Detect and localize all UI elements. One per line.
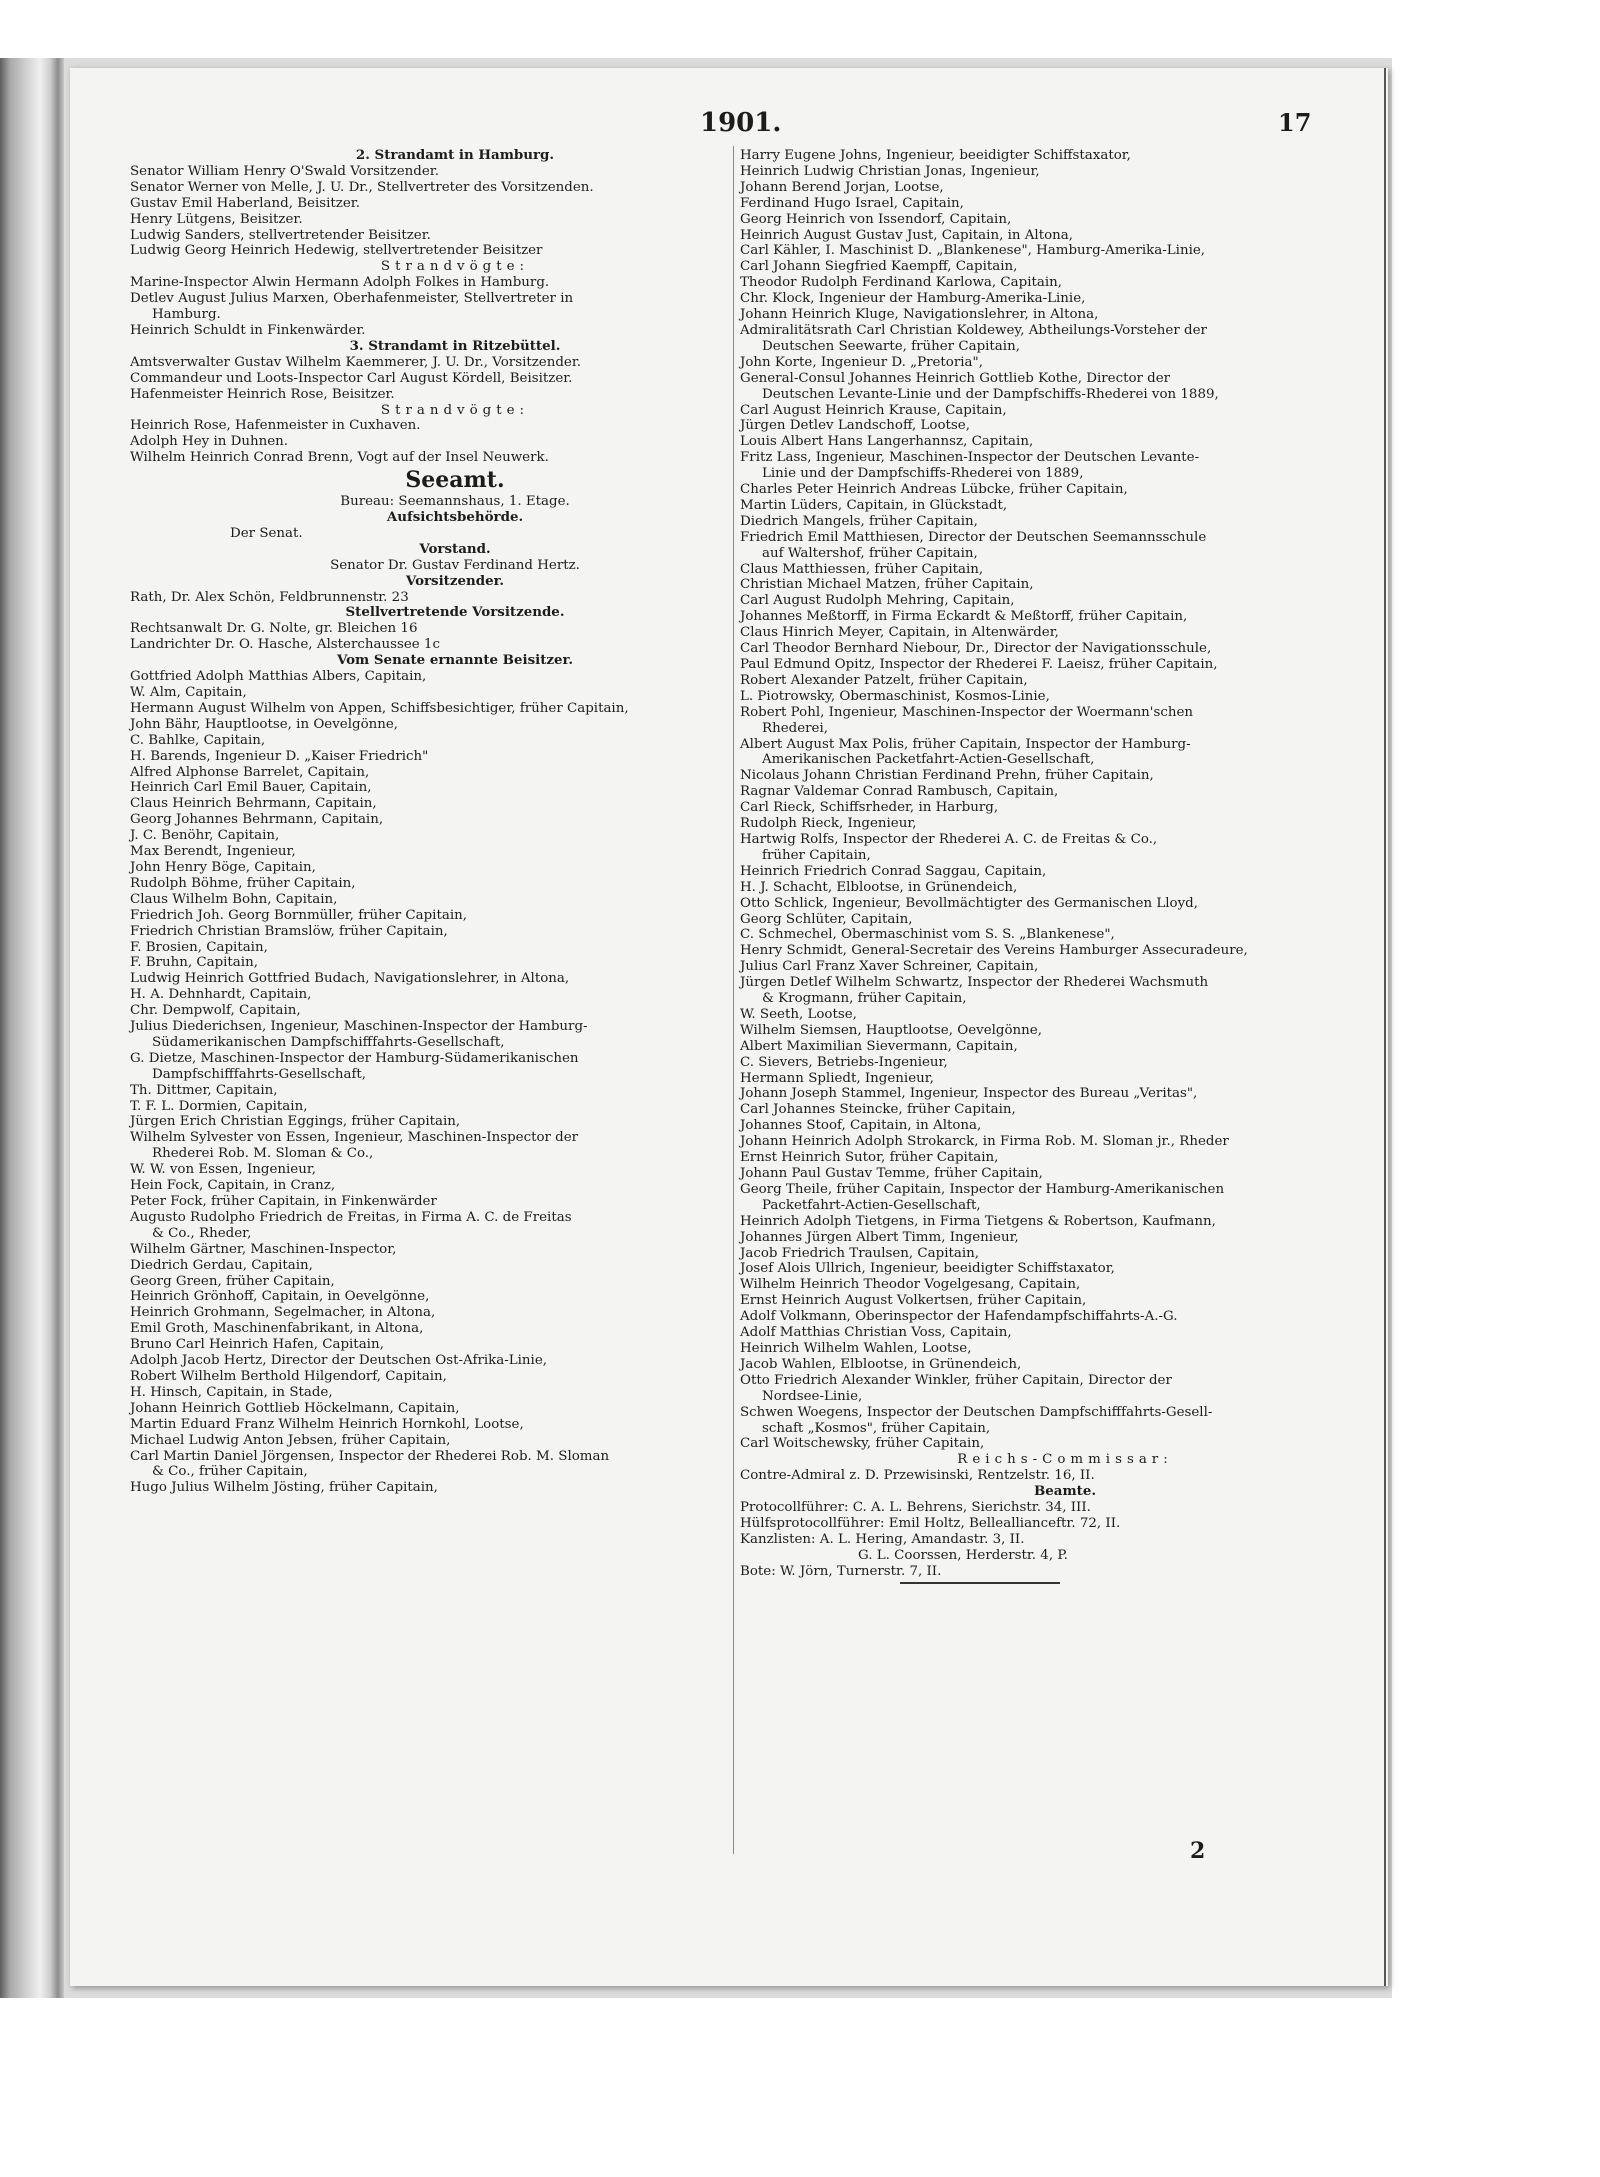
list-item: Friedrich Christian Bramslöw, früher Capitain, <box>130 923 448 939</box>
list-item: C. Bahlke, Capitain, <box>130 732 266 748</box>
list-item: Gottfried Adolph Matthias Albers, Capitain, <box>130 669 427 685</box>
list-item: Claus Wilhelm Bohn, Capitain, <box>130 891 338 907</box>
list-item: schaft „Kosmos", früher Capitain, <box>762 1420 991 1436</box>
list-item: Hartwig Rolfs, Inspector der Rhederei A. C. de Freitas & Co., <box>740 831 1158 847</box>
list-item: Diedrich Mangels, früher Capitain, <box>740 513 978 529</box>
list-item: Hermann August Wilhelm von Appen, Schiffsbesichtiger, früher Capitain, <box>130 700 629 716</box>
text-line: Rath, Dr. Alex Schön, Feldbrunnenstr. 23 <box>130 589 409 605</box>
list-item: Amerikanischen Packetfahrt-Actien-Gesellschaft, <box>762 752 1095 768</box>
list-item: Julius Diederichsen, Ingenieur, Maschinen-Inspector der Hamburg- <box>130 1019 588 1035</box>
list-item: Ferdinand Hugo Israel, Capitain, <box>740 195 964 211</box>
list-item: Dampfschifffahrts-Gesellschaft, <box>152 1066 367 1082</box>
text-line: Detlev August Julius Marxen, Oberhafenmeister, Stellvertreter in <box>130 291 574 307</box>
list-item: Diedrich Gerdau, Capitain, <box>130 1257 313 1273</box>
text-line: Bote: W. Jörn, Turnerstr. 7, II. <box>740 1563 942 1579</box>
list-item: Hugo Julius Wilhelm Jösting, früher Capitain, <box>130 1480 438 1496</box>
list-item: John Bähr, Hauptlootse, in Oevelgönne, <box>130 716 399 732</box>
list-item: Michael Ludwig Anton Jebsen, früher Capitain, <box>130 1432 451 1448</box>
list-item: Harry Eugene Johns, Ingenieur, beeidigter Schiffstaxator, <box>740 148 1131 163</box>
list-item: Rudolph Rieck, Ingenieur, <box>740 816 917 832</box>
list-item: John Korte, Ingenieur D. „Pretoria", <box>740 354 983 370</box>
text-line: Henry Lütgens, Beisitzer. <box>130 211 303 227</box>
list-item: Nicolaus Johann Christian Ferdinand Prehn, früher Capitain, <box>740 768 1154 784</box>
list-item: W. Seeth, Lootse, <box>740 1006 857 1022</box>
list-item: Augusto Rudolpho Friedrich de Freitas, in Firma A. C. de Freitas <box>130 1209 572 1225</box>
list-item: Carl Woitschewsky, früher Capitain, <box>740 1436 985 1452</box>
text-line: Heinrich Rose, Hafenmeister in Cuxhaven. <box>130 418 421 434</box>
list-item: & Co., früher Capitain, <box>152 1464 308 1480</box>
list-item: Julius Carl Franz Xaver Schreiner, Capitain, <box>740 959 1039 975</box>
text-line: Protocollführer: C. A. L. Behrens, Sierichstr. 34, III. <box>740 1500 1091 1516</box>
beamte-heading: Beamte. <box>1033 1483 1097 1500</box>
list-item: Wilhelm Siemsen, Hauptlootse, Oevelgönne, <box>740 1022 1042 1038</box>
list-item: Johann Berend Jorjan, Lootse, <box>740 179 944 195</box>
list-item: Johannes Stoof, Capitain, in Altona, <box>740 1118 982 1134</box>
list-item: Louis Albert Hans Langerhannsz, Capitain, <box>740 434 1034 450</box>
text-line: Kanzlisten: A. L. Hering, Amandastr. 3, II. <box>740 1531 1025 1547</box>
list-item: Jürgen Detlev Landschoff, Lootse, <box>740 418 970 434</box>
text-line: Landrichter Dr. O. Hasche, Alsterchaussee 1c <box>130 637 440 653</box>
list-item: Heinrich Carl Emil Bauer, Capitain, <box>130 780 372 796</box>
list-item: Carl Rieck, Schiffsrheder, in Harburg, <box>740 800 999 816</box>
list-item: Georg Heinrich von Issendorf, Capitain, <box>740 211 1012 227</box>
text-line: Commandeur und Loots-Inspector Carl August Kördell, Beisitzer. <box>130 370 573 386</box>
list-item: Robert Alexander Patzelt, früher Capitain, <box>740 672 1028 688</box>
list-item: W. W. von Essen, Ingenieur, <box>130 1162 317 1178</box>
list-item: Packetfahrt-Actien-Gesellschaft, <box>762 1197 981 1213</box>
list-item: auf Waltershof, früher Capitain, <box>762 545 978 561</box>
text-line: Senator Werner von Melle, J. U. Dr., Stellvertreter des Vorsitzenden. <box>130 179 594 195</box>
list-item: Josef Alois Ullrich, Ingenieur, beeidigter Schiffstaxator, <box>740 1261 1115 1277</box>
list-item: Rhederei Rob. M. Sloman & Co., <box>152 1146 374 1162</box>
stellvertretende-heading: Stellvertretende Vorsitzende. <box>345 604 565 621</box>
list-item: Johann Heinrich Kluge, Navigationslehrer, in Altona, <box>740 307 1099 323</box>
list-item: Ludwig Heinrich Gottfried Budach, Navigationslehrer, in Altona, <box>130 971 570 987</box>
list-item: Georg Theile, früher Capitain, Inspector der Hamburg-Amerikanischen <box>740 1181 1225 1197</box>
list-item: Christian Michael Matzen, früher Capitain, <box>740 577 1034 593</box>
list-item: Claus Hinrich Meyer, Capitain, in Altenwärder, <box>740 625 1059 641</box>
list-item: F. Bruhn, Capitain, <box>130 955 258 971</box>
list-item: & Krogmann, früher Capitain, <box>762 991 967 1007</box>
list-item: Adolf Matthias Christian Voss, Capitain, <box>740 1325 1012 1341</box>
beisitzer-list <box>130 669 780 1496</box>
list-item: Carl Johannes Steincke, früher Capitain, <box>740 1102 1016 1118</box>
list-item: Martin Lüders, Capitain, in Glückstadt, <box>740 497 1008 513</box>
list-item: C. Schmechel, Obermaschinist vom S. S. „Blankenese", <box>740 927 1115 943</box>
list-item: Ragnar Valdemar Conrad Rambusch, Capitain, <box>740 784 1059 800</box>
list-item: H. J. Schacht, Elblootse, in Grünendeich, <box>740 879 1018 895</box>
right-column <box>740 148 1390 1584</box>
list-item: Robert Pohl, Ingenieur, Maschinen-Inspector der Woermann'schen <box>740 704 1194 720</box>
list-item: Johannes Jürgen Albert Timm, Ingenieur, <box>740 1229 1019 1245</box>
list-item: Otto Friedrich Alexander Winkler, früher Capitain, Director der <box>740 1372 1172 1388</box>
list-item: Georg Johannes Behrmann, Capitain, <box>130 812 384 828</box>
list-item: H. A. Dehnhardt, Capitain, <box>130 987 312 1003</box>
list-item: Südamerikanischen Dampfschifffahrts-Gesellschaft, <box>152 1034 505 1050</box>
list-item: Jacob Wahlen, Elblootse, in Grünendeich, <box>740 1356 1022 1372</box>
text-line: Senator Dr. Gustav Ferdinand Hertz. <box>330 557 580 573</box>
list-item: Deutschen Seewarte, früher Capitain, <box>762 338 1020 354</box>
text-line: Ludwig Georg Heinrich Hedewig, stellvertretender Beisitzer <box>130 243 543 259</box>
list-item: Heinrich August Gustav Just, Capitain, in Altona, <box>740 227 1074 243</box>
list-item: Robert Wilhelm Berthold Hilgendorf, Capitain, <box>130 1368 447 1384</box>
list-item: Otto Schlick, Ingenieur, Bevollmächtigter des Germanischen Lloyd, <box>740 895 1198 911</box>
list-item: Henry Schmidt, General-Secretair des Vereins Hamburger Assecuradeure, <box>740 943 1248 959</box>
list-item: Georg Green, früher Capitain, <box>130 1273 335 1289</box>
text-line: Rechtsanwalt Dr. G. Nolte, gr. Bleichen 16 <box>130 621 418 637</box>
bureau-line: Bureau: Seemannshaus, 1. Etage. <box>340 494 570 510</box>
list-item: Max Berendt, Ingenieur, <box>130 844 296 860</box>
aufsicht-heading: Aufsichtsbehörde. <box>386 509 524 526</box>
list-item: Johann Heinrich Adolph Strokarck, in Firma Rob. M. Sloman jr., Rheder <box>740 1134 1229 1150</box>
seeamt-heading: Seeamt. <box>405 467 505 494</box>
list-item: Jürgen Detlef Wilhelm Schwartz, Inspector der Rhederei Wachsmuth <box>740 975 1209 991</box>
beisitzer-list-continued <box>740 148 1390 1452</box>
beisitzer-heading: Vom Senate ernannte Beisitzer. <box>336 652 574 669</box>
list-item: Ernst Heinrich August Volkertsen, früher Capitain, <box>740 1293 1087 1309</box>
list-item: Wilhelm Gärtner, Maschinen-Inspector, <box>130 1241 397 1257</box>
list-item: Albert Maximilian Sievermann, Capitain, <box>740 1038 1018 1054</box>
list-item: Johann Paul Gustav Temme, früher Capitain, <box>740 1166 1043 1181</box>
list-item: früher Capitain, <box>762 847 871 863</box>
list-item: Chr. Dempwolf, Capitain, <box>130 1003 301 1019</box>
text-line: Wilhelm Heinrich Conrad Brenn, Vogt auf der Insel Neuwerk. <box>130 450 549 466</box>
text-line: Der Senat. <box>230 525 303 541</box>
list-item: Jacob Friedrich Traulsen, Capitain, <box>740 1245 980 1261</box>
list-item: Nordsee-Linie, <box>762 1388 863 1404</box>
reichs-commissar-heading: Reichs-Commissar: <box>957 1452 1173 1468</box>
text-line: Contre-Admiral z. D. Przewisinski, Rentzelstr. 16, II. <box>740 1468 1095 1484</box>
list-item: L. Piotrowsky, Obermaschinist, Kosmos-Linie, <box>740 688 1050 704</box>
list-item: Wilhelm Heinrich Theodor Vogelgesang, Capitain, <box>740 1277 1081 1293</box>
list-item: Linie und der Dampfschiffs-Rhederei von 1889, <box>762 466 1084 482</box>
list-item: Heinrich Grönhoff, Capitain, in Oevelgönne, <box>130 1289 430 1305</box>
list-item: Theodor Rudolph Ferdinand Karlowa, Capitain, <box>740 275 1063 291</box>
list-item: Carl August Heinrich Krause, Capitain, <box>740 402 1007 418</box>
strandamt-hamburg-heading: 2. Strandamt in Hamburg. <box>355 147 555 163</box>
list-item: Carl Johann Siegfried Kaempff, Capitain, <box>740 259 1018 275</box>
list-item: Deutschen Levante-Linie und der Dampfschiffs-Rhederei von 1889, <box>762 386 1219 402</box>
list-item: General-Consul Johannes Heinrich Gottlieb Kothe, Director der <box>740 370 1171 386</box>
text-line: Heinrich Schuldt in Finkenwärder. <box>130 322 366 338</box>
list-item: Georg Schlüter, Capitain, <box>740 911 913 927</box>
list-item: Hein Fock, Capitain, in Cranz, <box>130 1178 336 1194</box>
list-item: Claus Heinrich Behrmann, Capitain, <box>130 796 377 812</box>
list-item: Martin Eduard Franz Wilhelm Heinrich Hornkohl, Lootse, <box>130 1416 524 1432</box>
list-item: Carl Kähler, I. Maschinist D. „Blankenese", Hamburg-Amerika-Linie, <box>740 243 1206 259</box>
list-item: G. Dietze, Maschinen-Inspector der Hamburg-Südamerikanischen <box>130 1050 579 1066</box>
list-item: Johannes Meßtorff, in Firma Eckardt & Meßtorff, früher Capitain, <box>740 609 1188 625</box>
list-item: Friedrich Emil Matthiesen, Director der Deutschen Seemannsschule <box>740 529 1207 545</box>
list-item: Ernst Heinrich Sutor, früher Capitain, <box>740 1150 999 1166</box>
text-line: G. L. Coorssen, Herderstr. 4, P. <box>858 1547 1068 1563</box>
list-item: Alfred Alphonse Barrelet, Capitain, <box>130 764 370 780</box>
left-column <box>130 148 780 1496</box>
text-line: Hamburg. <box>152 307 221 323</box>
list-item: Schwen Woegens, Inspector der Deutschen Dampfschifffahrts-Gesell- <box>740 1404 1213 1420</box>
list-item: Heinrich Ludwig Christian Jonas, Ingenieur, <box>740 163 1040 179</box>
list-item: Bruno Carl Heinrich Hafen, Capitain, <box>130 1337 384 1353</box>
strandamt-ritzebuettel-heading: 3. Strandamt in Ritzebüttel. <box>349 337 561 354</box>
vorsitzender-heading: Vorsitzender. <box>405 572 505 589</box>
list-item: Charles Peter Heinrich Andreas Lübcke, früher Capitain, <box>740 482 1128 498</box>
list-item: Albert August Max Polis, früher Capitain, Inspector der Hamburg- <box>740 736 1191 752</box>
list-item: Fritz Lass, Ingenieur, Maschinen-Inspector der Deutschen Levante- <box>740 450 1200 466</box>
list-item: Th. Dittmer, Capitain, <box>130 1082 278 1098</box>
list-item: Admiralitätsrath Carl Christian Koldewey, Abtheilungs-Vorsteher der <box>740 322 1207 338</box>
list-item: Carl Theodor Bernhard Niebour, Dr., Director der Navigationsschule, <box>740 641 1212 657</box>
list-item: Jürgen Erich Christian Eggings, früher Capitain, <box>130 1114 461 1130</box>
list-item: Carl August Rudolph Mehring, Capitain, <box>740 593 1015 609</box>
list-item: Rhederei, <box>762 720 828 736</box>
page-year: 1901. <box>700 108 782 138</box>
list-item: Peter Fock, früher Capitain, in Finkenwärder <box>130 1194 437 1209</box>
strandvoegte-heading: Strandvögte: <box>380 259 530 275</box>
book-spine <box>0 58 64 1998</box>
list-item: Rudolph Böhme, früher Capitain, <box>130 875 356 891</box>
list-item: Adolf Volkmann, Oberinspector der Hafendampfschiffahrts-A.-G. <box>740 1309 1178 1325</box>
text-line: Hülfsprotocollführer: Emil Holtz, Belleallianceftr. 72, II. <box>740 1515 1121 1531</box>
list-item: Chr. Klock, Ingenieur der Hamburg-Amerika-Linie, <box>740 291 1086 307</box>
text-line: Marine-Inspector Alwin Hermann Adolph Folkes in Hamburg. <box>130 275 550 291</box>
list-item: H. Hinsch, Capitain, in Stade, <box>130 1384 333 1400</box>
list-item: F. Brosien, Capitain, <box>130 939 268 955</box>
text-line: Hafenmeister Heinrich Rose, Beisitzer. <box>130 386 395 402</box>
vorstand-heading: Vorstand. <box>419 540 491 557</box>
closing-rule <box>900 1582 1060 1584</box>
list-item: Johann Heinrich Gottlieb Höckelmann, Capitain, <box>130 1400 460 1416</box>
list-item: W. Alm, Capitain, <box>130 685 247 700</box>
list-item: John Henry Böge, Capitain, <box>130 859 316 875</box>
list-item: J. C. Benöhr, Capitain, <box>130 828 280 844</box>
list-item: Carl Martin Daniel Jörgensen, Inspector der Rhederei Rob. M. Sloman <box>130 1448 610 1464</box>
document-page <box>70 68 1388 1986</box>
list-item: Paul Edmund Opitz, Inspector der Rhederei F. Laeisz, früher Capitain, <box>740 657 1218 672</box>
list-item: Emil Groth, Maschinenfabrikant, in Altona, <box>130 1321 424 1337</box>
list-item: Heinrich Adolph Tietgens, in Firma Tietgens & Robertson, Kaufmann, <box>740 1213 1216 1229</box>
list-item: Heinrich Friedrich Conrad Saggau, Capitain, <box>740 863 1047 879</box>
list-item: Hermann Spliedt, Ingenieur, <box>740 1070 934 1086</box>
text-line: Ludwig Sanders, stellvertretender Beisitzer. <box>130 227 431 243</box>
text-line: Senator William Henry O'Swald Vorsitzender. <box>130 163 439 179</box>
list-item: & Co., Rheder, <box>152 1225 252 1241</box>
list-item: Wilhelm Sylvester von Essen, Ingenieur, Maschinen-Inspector der <box>130 1130 579 1146</box>
strandvoegte-heading: Strandvögte: <box>380 402 530 418</box>
text-line: Gustav Emil Haberland, Beisitzer. <box>130 195 360 211</box>
list-item: Adolph Jacob Hertz, Director der Deutschen Ost-Afrika-Linie, <box>130 1353 548 1369</box>
list-item: Heinrich Wilhelm Wahlen, Lootse, <box>740 1340 972 1356</box>
sheet-signature: 2 <box>1190 1838 1206 1864</box>
list-item: T. F. L. Dormien, Capitain, <box>130 1098 308 1114</box>
text-line: Amtsverwalter Gustav Wilhelm Kaemmerer, J. U. Dr., Vorsitzender. <box>130 354 582 370</box>
list-item: C. Sievers, Betriebs-Ingenieur, <box>740 1054 948 1070</box>
list-item: Heinrich Grohmann, Segelmacher, in Altona, <box>130 1305 436 1321</box>
list-item: Johann Joseph Stammel, Ingenieur, Inspector des Bureau „Veritas", <box>740 1086 1198 1102</box>
text-line: Adolph Hey in Duhnen. <box>130 434 289 450</box>
page-number: 17 <box>1278 108 1312 137</box>
list-item: H. Barends, Ingenieur D. „Kaiser Friedrich" <box>130 748 429 764</box>
list-item: Claus Matthiessen, früher Capitain, <box>740 561 984 577</box>
list-item: Friedrich Joh. Georg Bornmüller, früher Capitain, <box>130 907 467 923</box>
